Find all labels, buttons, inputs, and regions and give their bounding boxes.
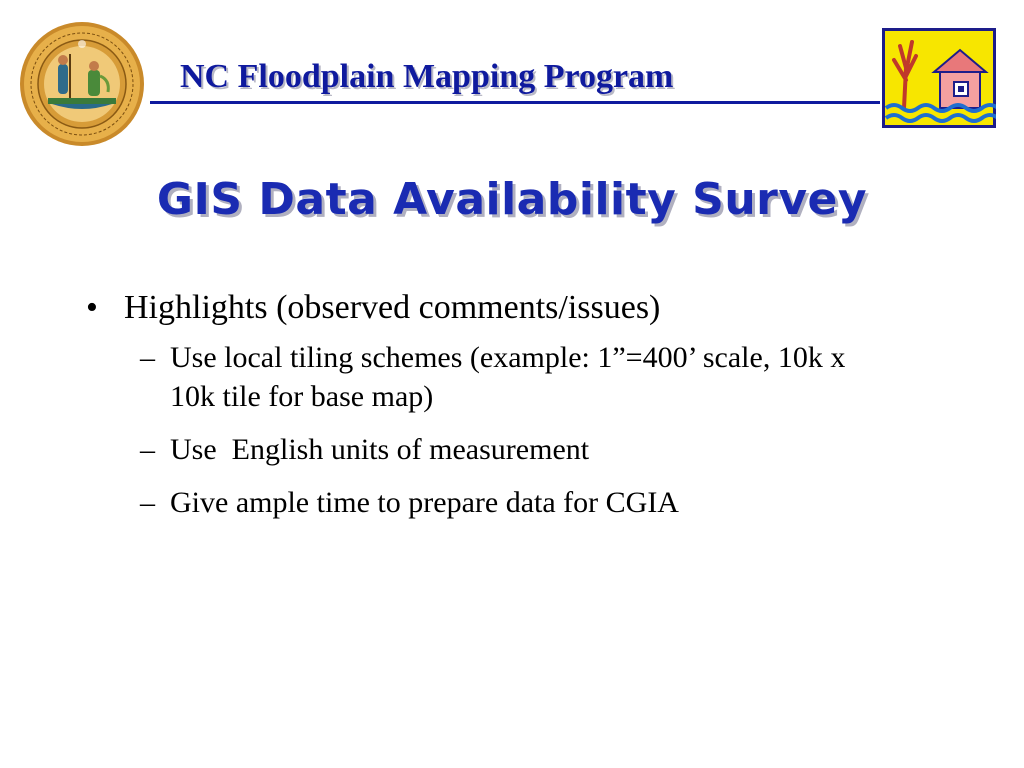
- sub-bullet-text: Use local tiling schemes (example: 1”=400’ scale, 10k x 10k tile for base map): [170, 341, 846, 413]
- sub-bullet-item: [140, 338, 870, 416]
- slide-title: GIS Data Availability Survey: [156, 174, 868, 225]
- house-flood-logo-icon: [882, 28, 996, 128]
- bullet-text: Highlights (observed comments/issues): [124, 289, 661, 326]
- nc-state-seal-icon: [18, 20, 146, 148]
- header-divider: [150, 101, 880, 104]
- bullet-item: [86, 286, 986, 330]
- dash-marker: –: [140, 433, 155, 466]
- sub-bullet-item: [140, 483, 870, 522]
- sub-bullet-item: [140, 430, 870, 469]
- sub-bullet-text: Use English units of measurement: [170, 433, 590, 466]
- bullet-marker: •: [86, 289, 98, 326]
- sub-bullet-text: Give ample time to prepare data for CGIA: [170, 486, 679, 519]
- bullet-list: [86, 286, 986, 536]
- dash-marker: –: [140, 486, 155, 519]
- sub-bullet-list: [140, 338, 986, 522]
- program-title: NC Floodplain Mapping Program: [180, 58, 674, 95]
- dash-marker: –: [140, 341, 155, 374]
